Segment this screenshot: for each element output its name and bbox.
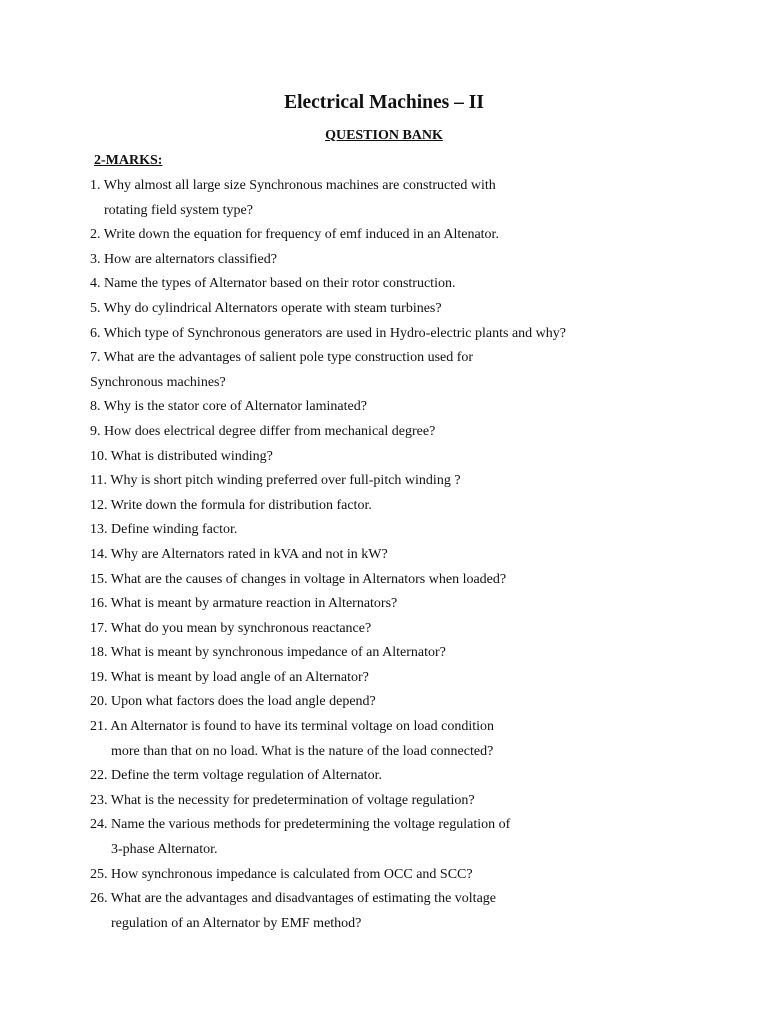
question-line: regulation of an Alternator by EMF method? <box>111 915 362 931</box>
document-subtitle: QUESTION BANK <box>325 128 443 143</box>
question-line: 9. How does electrical degree differ from mechanical degree? <box>90 423 436 439</box>
question-line: 16. What is meant by armature reaction in Alternators? <box>90 596 398 612</box>
section-heading: 2-MARKS: <box>94 153 163 168</box>
question-line: 8. Why is the stator core of Alternator laminated? <box>90 399 367 415</box>
question-line: 17. What do you mean by synchronous reactance? <box>90 620 372 636</box>
question-line: 22. Define the term voltage regulation of Alternator. <box>90 768 382 784</box>
question-line: 26. What are the advantages and disadvantages of estimating the voltage <box>90 891 496 907</box>
question-line: 10. What is distributed winding? <box>90 448 273 464</box>
question-line: 13. Define winding factor. <box>90 522 238 538</box>
question-line: 11. Why is short pitch winding preferred over full-pitch winding ? <box>90 473 461 489</box>
question-line: 12. Write down the formula for distribution factor. <box>90 497 372 513</box>
question-line: 25. How synchronous impedance is calculated from OCC and SCC? <box>90 866 473 882</box>
question-line: 6. Which type of Synchronous generators are used in Hydro-electric plants and why? <box>90 325 566 341</box>
question-line: 19. What is meant by load angle of an Alternator? <box>90 669 369 685</box>
question-line: 21. An Alternator is found to have its terminal voltage on load condition <box>90 719 494 735</box>
question-line: 20. Upon what factors does the load angle depend? <box>90 694 376 710</box>
question-line: 2. Write down the equation for frequency of emf induced in an Altenator. <box>90 227 499 243</box>
question-line: 7. What are the advantages of salient pole type construction used for <box>90 350 474 366</box>
question-line: 4. Name the types of Alternator based on their rotor construction. <box>90 276 456 292</box>
question-line: Synchronous machines? <box>90 374 226 390</box>
question-line: more than that on no load. What is the nature of the load connected? <box>111 743 494 759</box>
question-line: 3-phase Alternator. <box>111 842 218 858</box>
question-line: 24. Name the various methods for predetermining the voltage regulation of <box>90 817 511 833</box>
question-line: 5. Why do cylindrical Alternators operate with steam turbines? <box>90 300 442 316</box>
question-list <box>0 174 768 936</box>
question-line: 14. Why are Alternators rated in kVA and not in kW? <box>90 546 388 562</box>
question-line: 18. What is meant by synchronous impedance of an Alternator? <box>90 645 446 661</box>
question-line: 3. How are alternators classified? <box>90 251 277 267</box>
question-line: 1. Why almost all large size Synchronous machines are constructed with <box>90 178 496 193</box>
question-line: 15. What are the causes of changes in voltage in Alternators when loaded? <box>90 571 507 587</box>
question-line: rotating field system type? <box>104 202 253 218</box>
question-line: 23. What is the necessity for predetermination of voltage regulation? <box>90 792 475 808</box>
document-title: Electrical Machines – II <box>284 92 484 113</box>
